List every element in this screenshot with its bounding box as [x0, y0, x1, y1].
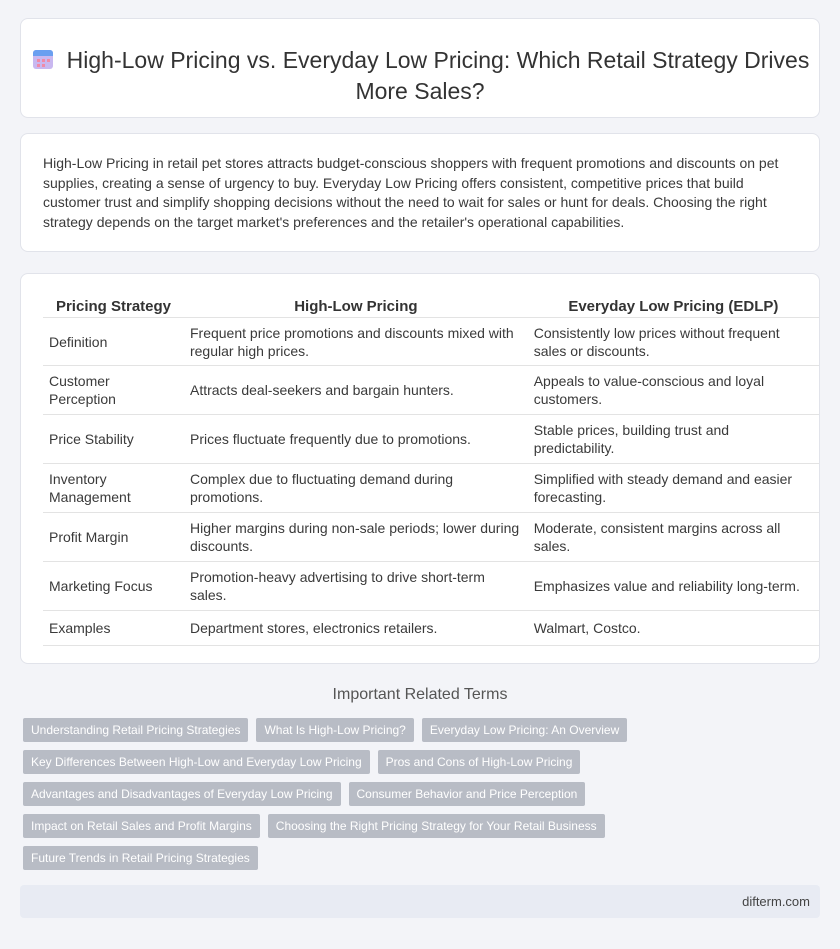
- intro-text: High-Low Pricing in retail pet stores attracts budget-conscious shoppers with frequent promotions and discounts on pet supplies, creating a sense of urgency to buy. Everyday Low Pricing offers consistent, competitive prices that build customer trust and simplify shopping decisions without the need to wait for sales or hunt for deals. Choosing the right strategy depends on the target market's preferences and the retailer's operational capabilities.: [43, 155, 779, 230]
- edlp-cell: Stable prices, building trust and predictability.: [528, 415, 819, 464]
- title-card: [20, 18, 820, 118]
- table-row: [43, 464, 819, 513]
- calendar-icon: [31, 47, 55, 71]
- related-term-tag[interactable]: Impact on Retail Sales and Profit Margins: [23, 814, 260, 838]
- edlp-cell: Moderate, consistent margins across all sales.: [528, 513, 819, 562]
- tag-row: [23, 814, 823, 838]
- row-label: Marketing Focus: [43, 562, 184, 611]
- high-low-cell: Department stores, electronics retailers.: [184, 611, 528, 646]
- table-row: [43, 611, 819, 646]
- page-title: High-Low Pricing vs. Everyday Low Pricing: Which Retail Strategy Drives More Sales?: [66, 47, 810, 104]
- row-label: Price Stability: [43, 415, 184, 464]
- related-term-tag[interactable]: Everyday Low Pricing: An Overview: [422, 718, 627, 742]
- related-term-tag[interactable]: Pros and Cons of High-Low Pricing: [378, 750, 581, 774]
- edlp-cell: Appeals to value-conscious and loyal customers.: [528, 366, 819, 415]
- tag-row: [23, 782, 823, 806]
- edlp-cell: Emphasizes value and reliability long-term.: [528, 562, 819, 611]
- related-terms-list: [23, 718, 823, 878]
- related-term-tag[interactable]: Advantages and Disadvantages of Everyday Low Pricing: [23, 782, 341, 806]
- table-header-row: [43, 296, 819, 318]
- page-title-wrap: [21, 45, 819, 107]
- high-low-cell: Higher margins during non-sale periods; lower during discounts.: [184, 513, 528, 562]
- table-row: [43, 318, 819, 366]
- related-term-tag[interactable]: Future Trends in Retail Pricing Strategies: [23, 846, 258, 870]
- related-term-tag[interactable]: Consumer Behavior and Price Perception: [349, 782, 586, 806]
- high-low-cell: Complex due to fluctuating demand during promotions.: [184, 464, 528, 513]
- high-low-cell: Attracts deal-seekers and bargain hunters.: [184, 366, 528, 415]
- row-label: Definition: [43, 318, 184, 366]
- related-term-tag[interactable]: Choosing the Right Pricing Strategy for Your Retail Business: [268, 814, 605, 838]
- high-low-cell: Prices fluctuate frequently due to promotions.: [184, 415, 528, 464]
- table-row: [43, 513, 819, 562]
- related-term-tag[interactable]: Key Differences Between High-Low and Everyday Low Pricing: [23, 750, 370, 774]
- related-term-tag[interactable]: What Is High-Low Pricing?: [256, 718, 413, 742]
- related-terms-title: Important Related Terms: [332, 686, 508, 703]
- edlp-cell: Simplified with steady demand and easier forecasting.: [528, 464, 819, 513]
- comparison-table: [43, 296, 819, 646]
- table-row: [43, 366, 819, 415]
- row-label: Examples: [43, 611, 184, 646]
- header-high-low: High-Low Pricing: [184, 296, 528, 318]
- tag-row: [23, 718, 823, 742]
- table-row: [43, 415, 819, 464]
- related-term-tag[interactable]: Understanding Retail Pricing Strategies: [23, 718, 248, 742]
- row-label: Profit Margin: [43, 513, 184, 562]
- site-name[interactable]: difterm.com: [742, 894, 810, 909]
- high-low-cell: Frequent price promotions and discounts mixed with regular high prices.: [184, 318, 528, 366]
- comparison-card: [20, 273, 820, 664]
- high-low-cell: Promotion-heavy advertising to drive short-term sales.: [184, 562, 528, 611]
- row-label: Customer Perception: [43, 366, 184, 415]
- edlp-cell: Consistently low prices without frequent sales or discounts.: [528, 318, 819, 366]
- header-edlp: Everyday Low Pricing (EDLP): [528, 296, 819, 318]
- row-label: Inventory Management: [43, 464, 184, 513]
- header-strategy: Pricing Strategy: [43, 296, 184, 318]
- edlp-cell: Walmart, Costco.: [528, 611, 819, 646]
- intro-card: [20, 133, 820, 252]
- footer: [20, 885, 820, 918]
- table-row: [43, 562, 819, 611]
- tag-row: [23, 750, 823, 774]
- tag-row: [23, 846, 823, 870]
